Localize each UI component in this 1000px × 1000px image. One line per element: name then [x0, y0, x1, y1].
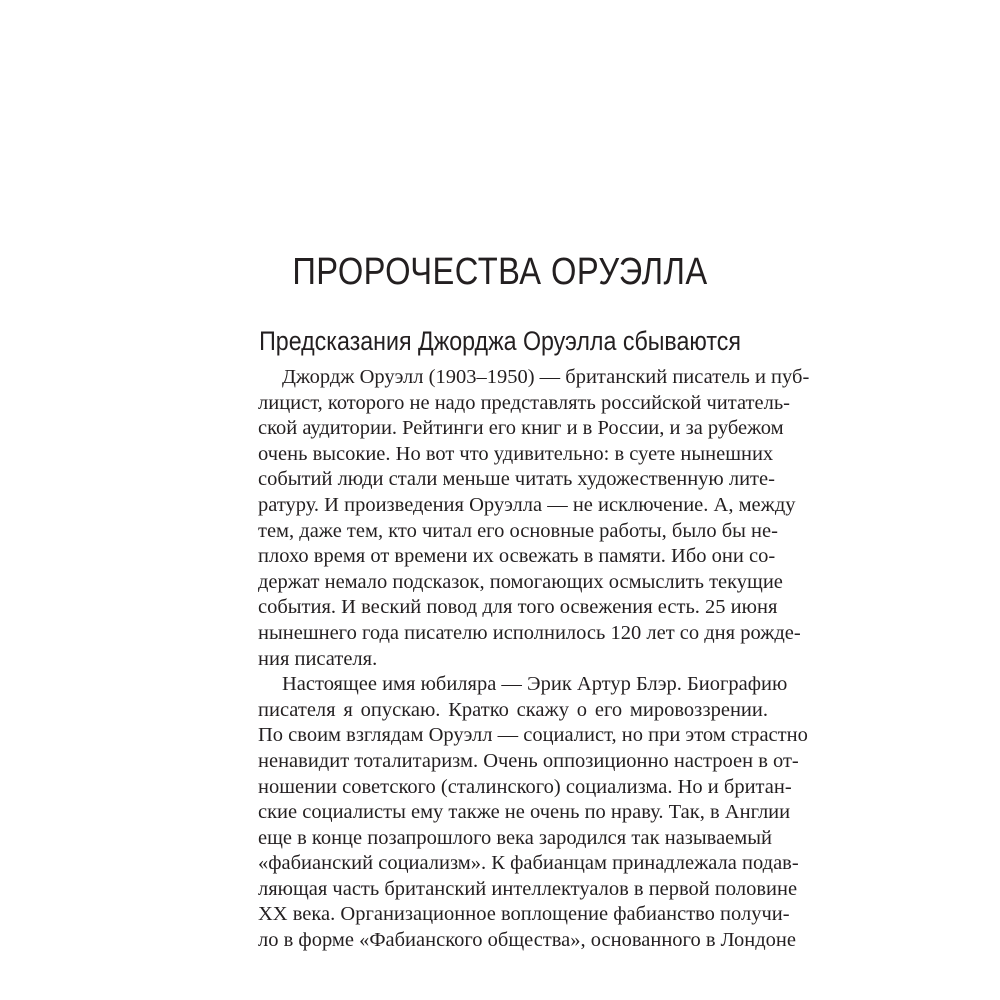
text-line: XX века. Организационное воплощение фабианство получи- — [258, 903, 790, 926]
paragraph-2 — [258, 672, 808, 954]
body-text — [258, 365, 810, 954]
text-line: ло в форме «Фабианского общества», основанного в Лондоне — [258, 929, 796, 952]
section-title: Предсказания Джорджа Оруэлла сбываются — [259, 326, 741, 356]
text-line: события. И веский повод для того освежения есть. 25 июня — [258, 596, 778, 619]
text-line: «фабианский социализм». К фабианцам принадлежала подав- — [258, 852, 799, 875]
text-line: ния писателя. — [258, 647, 378, 670]
text-line: держат немало подсказок, помогающих осмыслить текущие — [258, 570, 783, 593]
text-line: ские социалисты ему также не очень по нраву. Так, в Англии — [258, 801, 791, 824]
text-line: ношении советского (сталинского) социализма. Но и британ- — [258, 775, 792, 798]
text-line: событий люди стали меньше читать художественную лите- — [258, 468, 775, 491]
text-line: ненавидит тоталитаризм. Очень оппозиционно настроен в от- — [258, 749, 799, 772]
text-line: писателя я опускаю. Кратко скажу о его мировоззрении. — [258, 698, 768, 721]
text-line: тем, даже тем, кто читал его основные работы, было бы не- — [258, 519, 778, 542]
chapter-title: ПРОРОЧЕСТВА ОРУЭЛЛА — [292, 251, 708, 293]
text-line: ляющая часть британский интеллектуалов в первой половине — [258, 877, 798, 900]
text-line: Настоящее имя юбиляра — Эрик Артур Блэр. Биографию — [282, 673, 788, 696]
text-line: еще в конце позапрошлого века зародился так называемый — [258, 826, 772, 849]
text-line: ской аудитории. Рейтинги его книг и в России, и за рубежом — [258, 417, 784, 440]
text-line: лицист, которого не надо представлять российской читатель- — [258, 391, 791, 414]
text-line: нынешнего года писателю исполнилось 120 лет со дня рожде- — [258, 621, 801, 644]
text-line: плохо время от времени их освежать в памяти. Ибо они со- — [258, 545, 776, 568]
paragraph-1 — [258, 365, 810, 672]
text-line: ратуру. И произведения Оруэлла — не исключение. А, между — [258, 493, 796, 516]
text-line: очень высокие. Но вот что удивительно: в суете нынешних — [258, 442, 774, 465]
text-line: Джордж Оруэлл (1903–1950) — британский писатель и пуб- — [282, 366, 810, 388]
text-line: По своим взглядам Оруэлл — социалист, но при этом страстно — [258, 724, 808, 747]
